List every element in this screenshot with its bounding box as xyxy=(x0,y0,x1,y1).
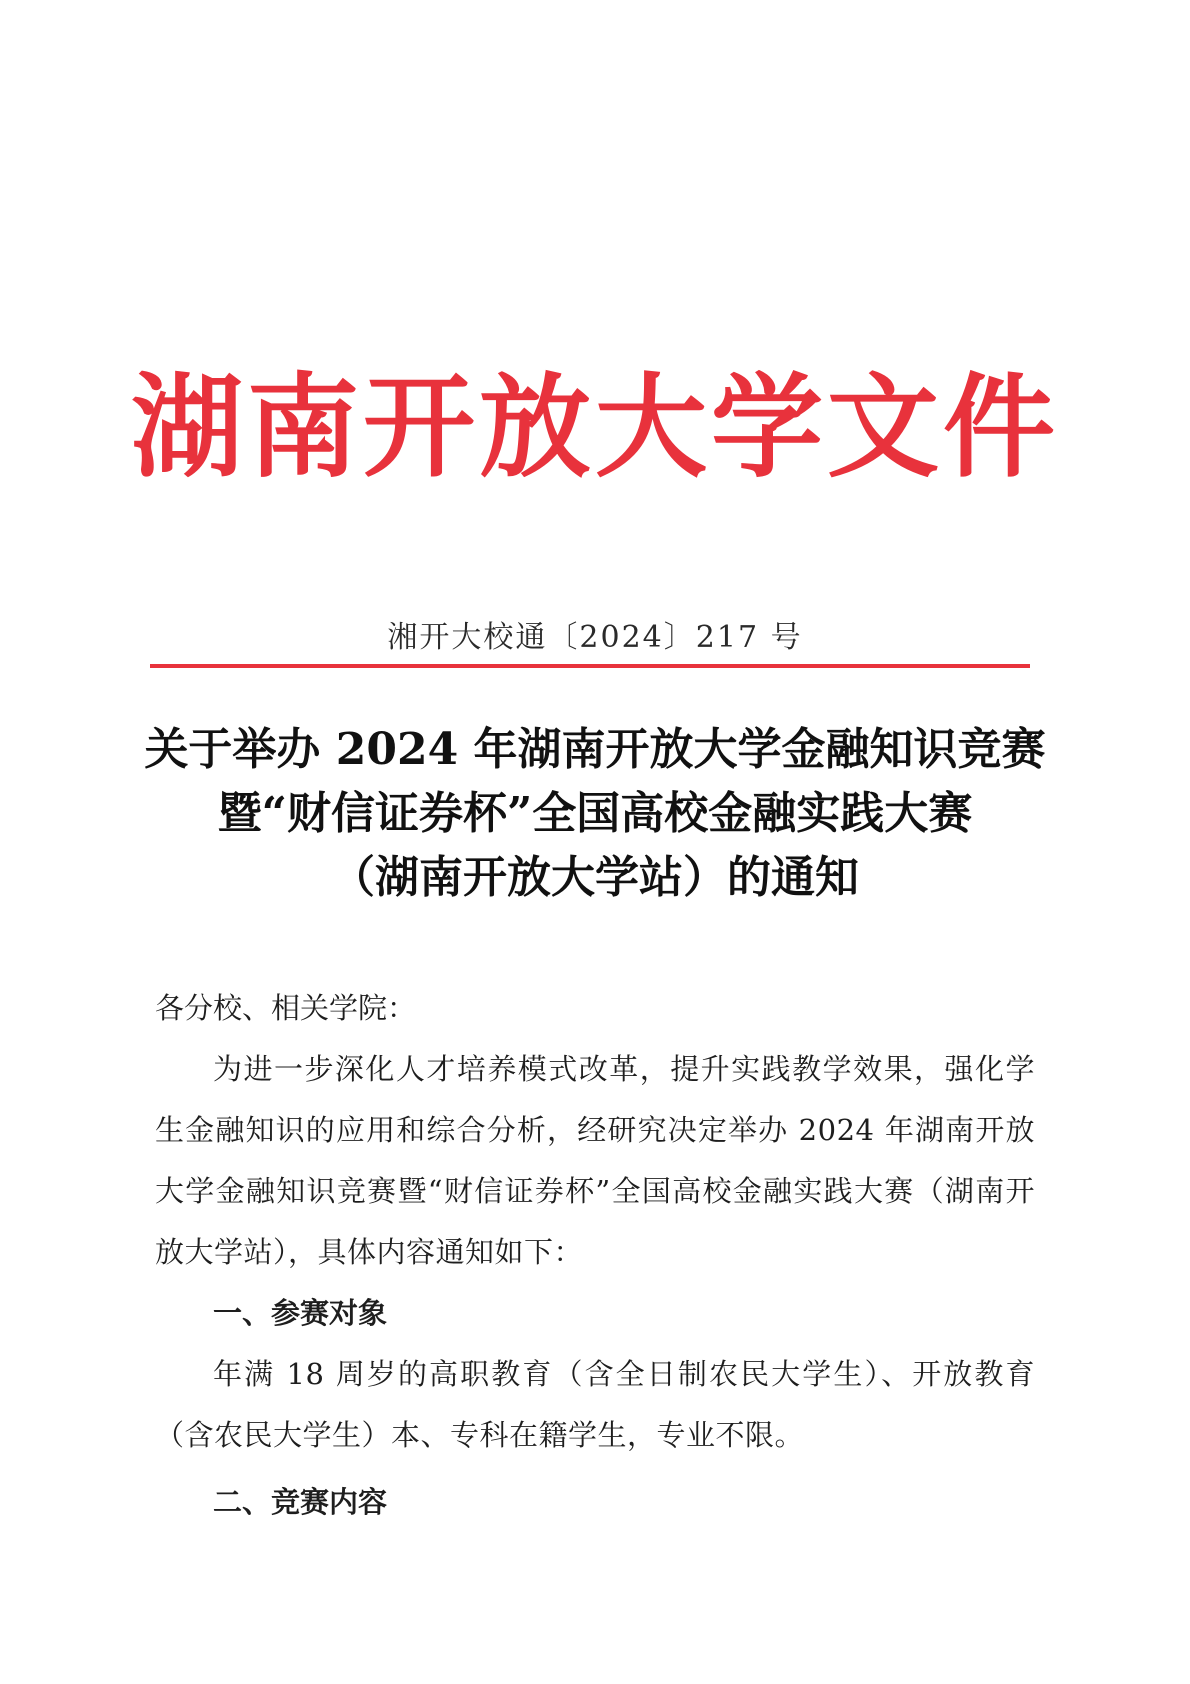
notice-title-line-1: 关于举办 2024 年湖南开放大学金融知识竞赛 xyxy=(144,724,1046,775)
section-heading-participants: 一、参赛对象 xyxy=(213,1296,388,1330)
notice-title-line-3: （湖南开放大学站）的通知 xyxy=(331,852,859,903)
notice-title-line-2: 暨“财信证券杯”全国高校金融实践大赛 xyxy=(217,788,973,839)
participants-paragraph: 年满 18 周岁的高职教育（含全日制农民大学生）、开放教育（含农民大学生）本、专科在籍学生，专业不限。 xyxy=(155,1357,1035,1452)
notice-body xyxy=(155,978,1035,1533)
notice-title xyxy=(130,718,1060,910)
intro-paragraph: 为进一步深化人才培养模式改革，提升实践教学效果，强化学生金融知识的应用和综合分析，经研究决定举办 2024 年湖南开放大学金融知识竞赛暨“财信证券杯”全国高校金融实践大赛（湖南开放大学站），具体内容通知如下： xyxy=(155,1052,1035,1269)
section-heading-content: 二、竞赛内容 xyxy=(213,1485,388,1519)
org-header-title: 湖南开放大学文件 xyxy=(131,362,1059,493)
addressee: 各分校、相关学院： xyxy=(155,991,417,1025)
document-number: 湘开大校通〔2024〕217 号 xyxy=(387,620,803,655)
red-divider-line xyxy=(150,664,1030,668)
